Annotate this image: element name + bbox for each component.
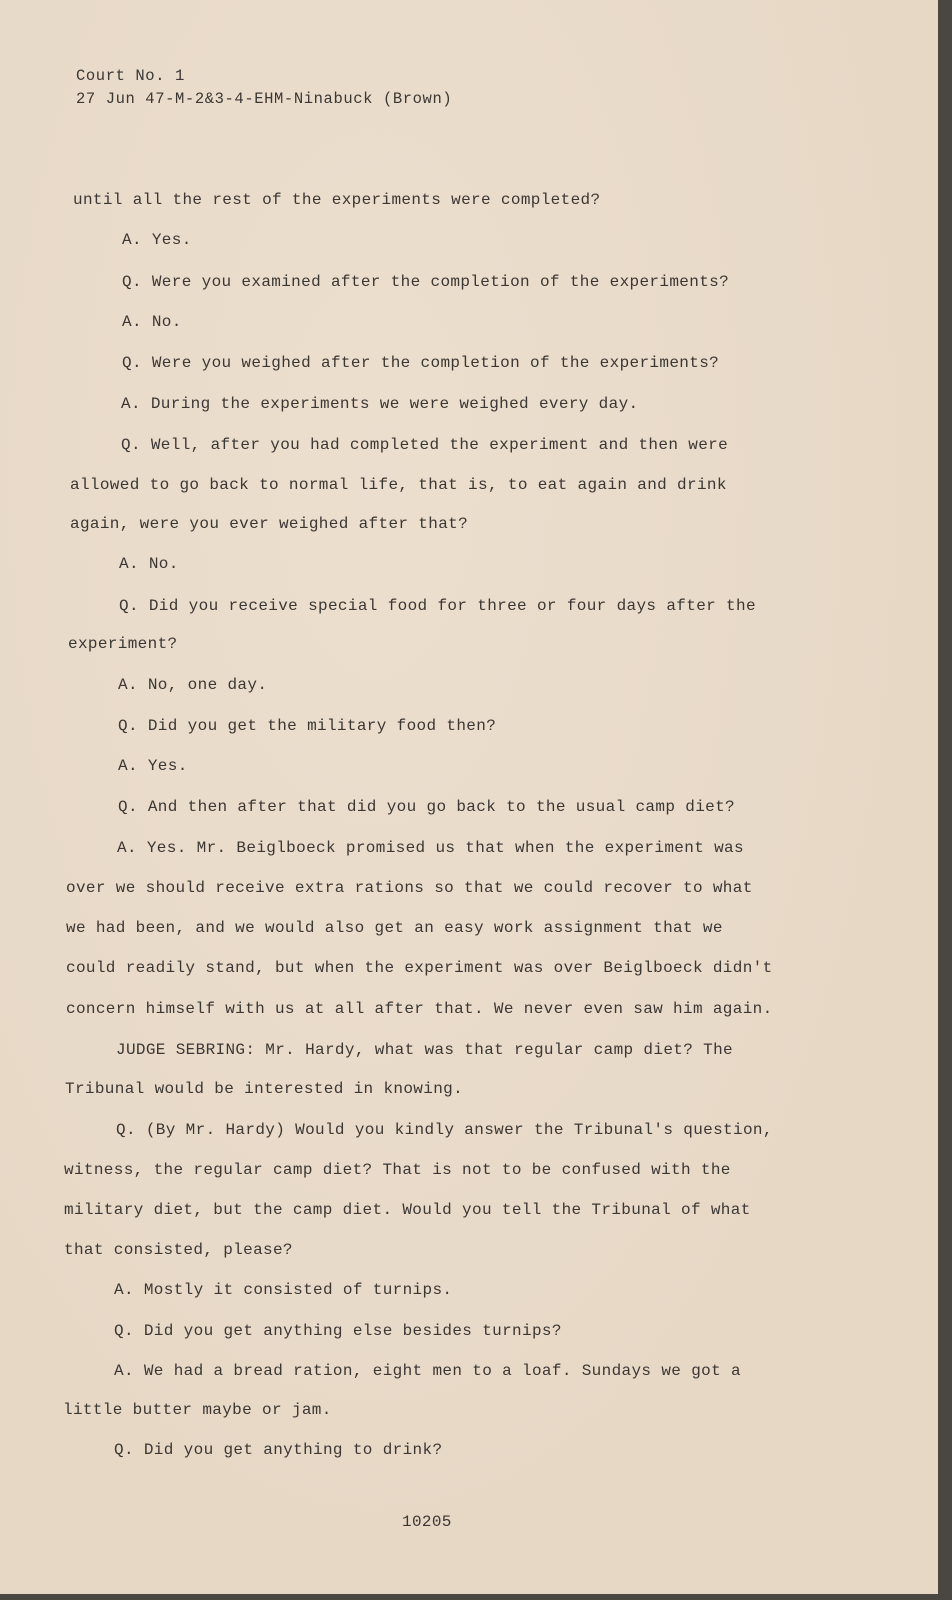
page-number: 10205 (402, 1513, 452, 1531)
transcript-line: experiment? (68, 635, 178, 653)
transcript-line: we had been, and we would also get an easy work assignment that we (66, 919, 723, 937)
transcript-line: A. During the experiments we were weighed every day. (121, 395, 639, 413)
transcript-line: A. No, one day. (118, 676, 268, 694)
transcript-line: Q. Did you get anything else besides turnips? (114, 1322, 562, 1340)
transcript-line: Q. Did you get anything to drink? (114, 1441, 443, 1459)
transcript-line: Q. And then after that did you go back to the usual camp diet? (118, 798, 735, 816)
transcript-line: that consisted, please? (64, 1241, 293, 1259)
transcript-line: Q. Were you weighed after the completion of the experiments? (122, 354, 720, 372)
transcript-line: Q. (By Mr. Hardy) Would you kindly answer the Tribunal's question, (116, 1121, 773, 1139)
transcript-line: Q. Did you receive special food for three or four days after the (119, 597, 756, 615)
transcript-line: A. No. (119, 555, 179, 573)
transcript-line: Q. Were you examined after the completion of the experiments? (122, 273, 730, 291)
transcript-line: concern himself with us at all after that. We never even saw him again. (66, 1000, 773, 1018)
transcript-line: Q. Did you get the military food then? (118, 717, 497, 735)
transcript-line: A. Yes. (122, 231, 192, 249)
session-reference: 27 Jun 47-M-2&3-4-EHM-Ninabuck (Brown) (76, 90, 453, 108)
transcript-line: allowed to go back to normal life, that is, to eat again and drink (70, 476, 727, 494)
transcript-line: military diet, but the camp diet. Would you tell the Tribunal of what (64, 1201, 751, 1219)
transcript-line: A. Mostly it consisted of turnips. (114, 1281, 453, 1299)
transcript-line: Q. Well, after you had completed the experiment and then were (121, 436, 729, 454)
transcript-line: until all the rest of the experiments were completed? (73, 191, 601, 209)
transcript-line: again, were you ever weighed after that? (70, 515, 469, 533)
transcript-line: A. Yes. Mr. Beiglboeck promised us that when the experiment was (117, 839, 744, 857)
transcript-line: A. We had a bread ration, eight men to a loaf. Sundays we got a (114, 1362, 741, 1380)
transcript-line: little butter maybe or jam. (63, 1401, 332, 1419)
transcript-line: A. No. (122, 313, 182, 331)
transcript-line: over we should receive extra rations so that we could recover to what (66, 879, 753, 897)
transcript-line: could readily stand, but when the experiment was over Beiglboeck didn't (66, 959, 773, 977)
transcript-line: witness, the regular camp diet? That is not to be confused with the (64, 1161, 731, 1179)
transcript-line: JUDGE SEBRING: Mr. Hardy, what was that regular camp diet? The (116, 1041, 733, 1059)
transcript-line: Tribunal would be interested in knowing. (65, 1080, 464, 1098)
transcript-line: A. Yes. (118, 757, 188, 775)
court-number: Court No. 1 (76, 67, 185, 85)
